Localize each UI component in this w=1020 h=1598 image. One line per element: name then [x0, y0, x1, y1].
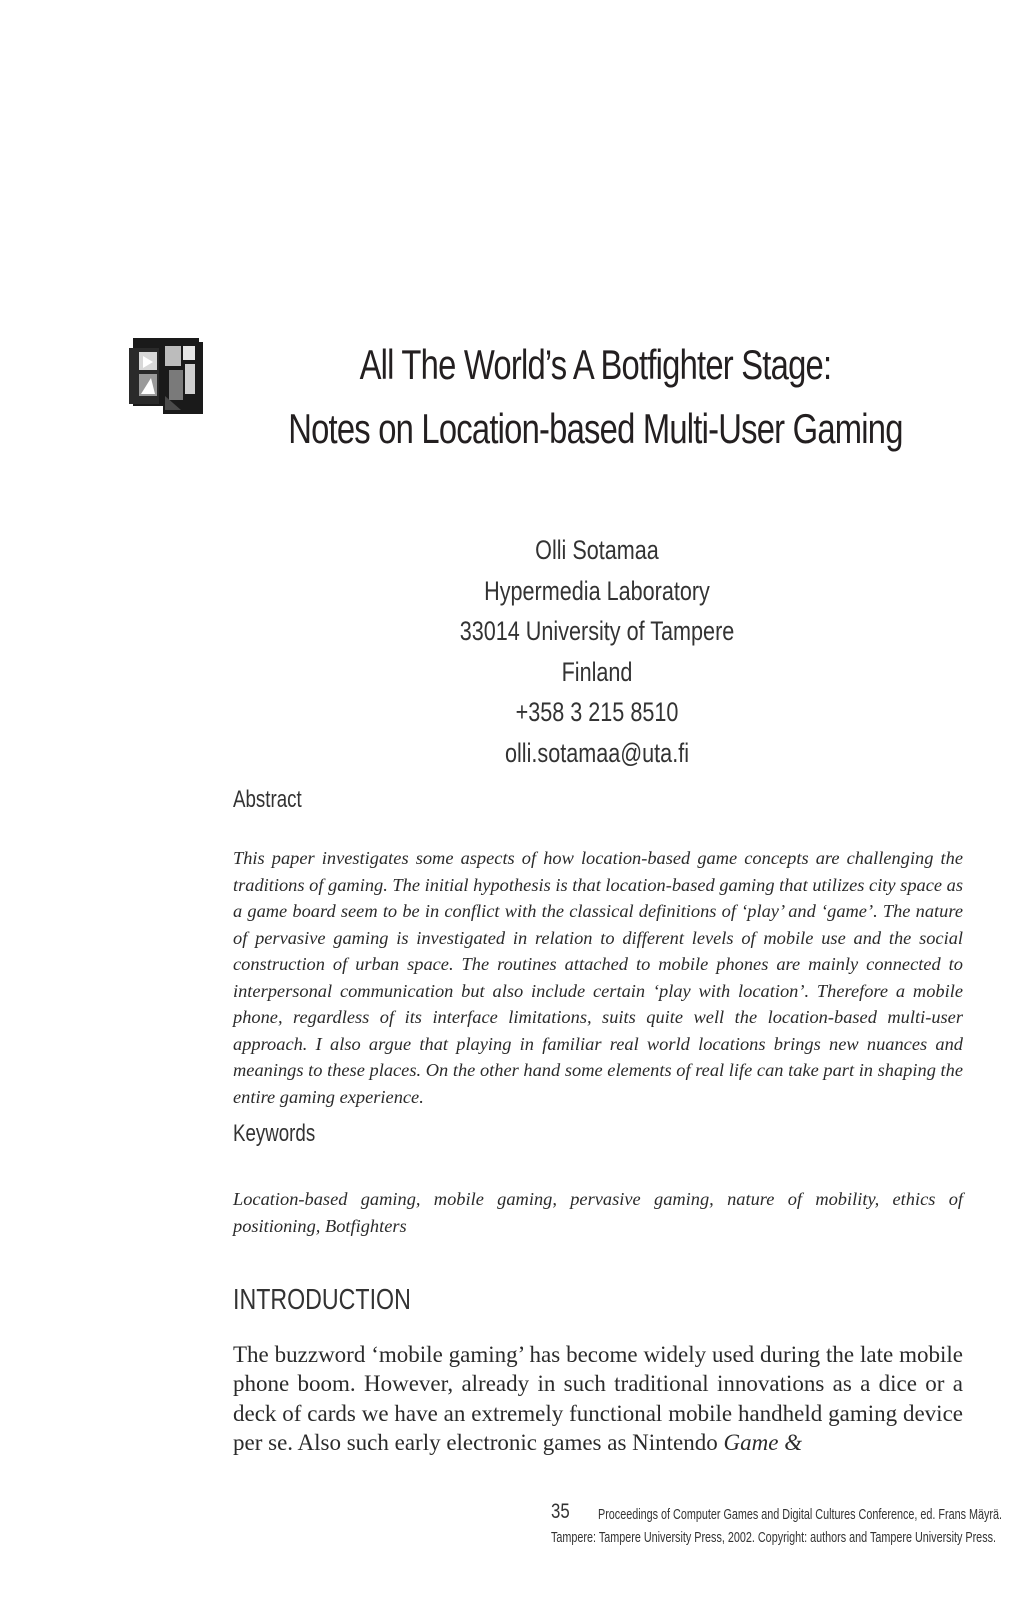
author-affiliation: Hypermedia Laboratory [484, 575, 710, 606]
introduction-text: The buzzword ‘mobile gaming’ has become widely used during the late mobile phone boom. However, already in such traditional innovations as a dice or a deck of cards we have an extremely functional mobile handheld gaming device per se. Also such early electronic games as Nintendo [233, 1342, 963, 1455]
page-number: 35 [551, 1500, 570, 1523]
abstract-heading: Abstract [233, 786, 302, 813]
title-line-1: All The World’s A Botfighter Stage: [359, 341, 832, 388]
keywords-heading: Keywords [233, 1120, 316, 1147]
author-block [445, 530, 749, 773]
author-country: Finland [561, 656, 633, 687]
author-email: olli.sotamaa@uta.fi [504, 737, 689, 768]
author-name: Olli Sotamaa [535, 535, 659, 565]
section-heading-introduction: INTRODUCTION [233, 1284, 411, 1316]
keywords-text: Location-based gaming, mobile gaming, pervasive gaming, nature of mobility, ethics of positioning, Botfighters [233, 1189, 963, 1236]
footer-citation-line-2: Tampere: Tampere University Press, 2002. Copyright: authors and Tampere University Press. [551, 1529, 996, 1546]
introduction-paragraph [233, 1340, 963, 1457]
title-line-2: Notes on Location-based Multi-User Gaming [288, 405, 903, 452]
author-address: 33014 University of Tampere [459, 616, 735, 646]
footer-citation-line-1: Proceedings of Computer Games and Digital Cultures Conference, ed. Frans Mäyrä. [598, 1506, 1002, 1523]
abstract-text: This paper investigates some aspects of how location-based game concepts are challenging the traditions of gaming. The initial hypothesis is that location-based gaming that utilizes city space as a game board seem to be in conflict with the classical definitions of ‘play’ and ‘game’. The nature of pervasive gaming is investigated in relation to different levels of mobile use and the social construction of urban space. The routines attached to mobile phones are mainly connected to interpersonal communication but also include certain ‘play with location’. Therefore a mobile phone, regardless of its interface limitations, suits quite well the location-based multi-user approach. I also argue that playing in familiar real world locations brings new nuances and meanings to these places. On the other hand some elements of real life can take part in shaping the entire gaming experience. [233, 848, 963, 1107]
introduction-italic-text: Game & [723, 1429, 803, 1455]
author-phone: +358 3 215 8510 [515, 697, 679, 727]
paper-title [131, 333, 927, 461]
